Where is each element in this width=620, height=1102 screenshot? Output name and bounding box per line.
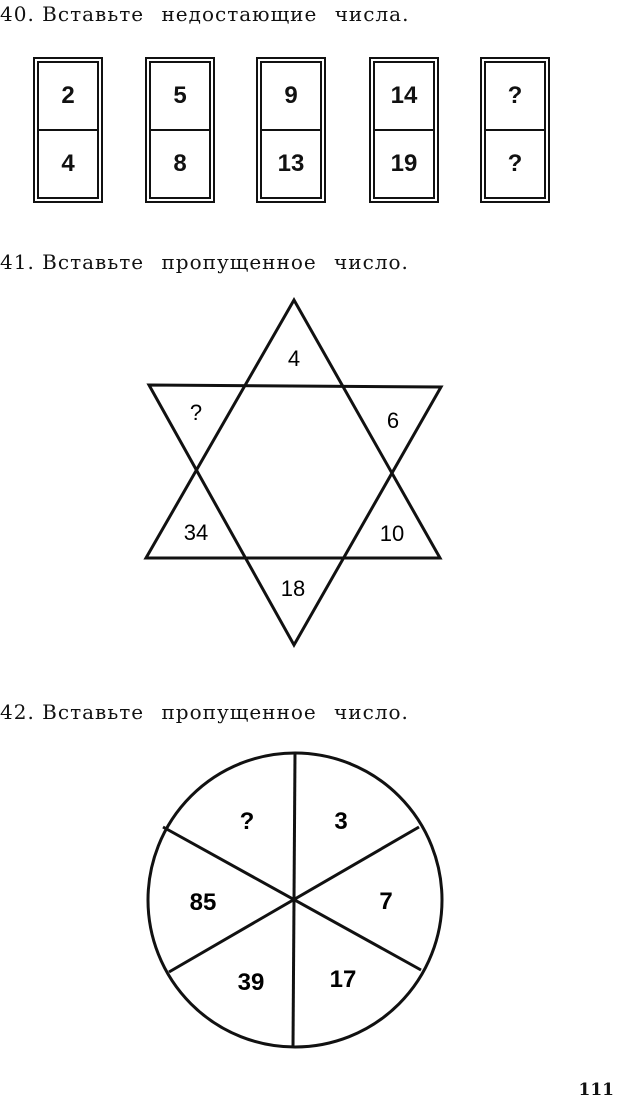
- domino-5-top: ?: [486, 63, 544, 131]
- circle-left-value: 85: [189, 889, 217, 916]
- star-top-value: 4: [287, 346, 301, 371]
- domino-5-bottom: ?: [507, 150, 523, 177]
- page-number: 111: [578, 1080, 614, 1100]
- domino-2-top: 5: [151, 63, 209, 131]
- star-lower-right-value: 10: [379, 521, 405, 546]
- domino-2-bottom: 8: [173, 150, 187, 177]
- star-upper-right-value: 6: [386, 408, 400, 433]
- domino-4-bottom: 19: [390, 150, 418, 177]
- domino-4-top: 14: [375, 63, 433, 131]
- circle-lower-left-value: 39: [237, 969, 265, 996]
- star-bottom-value: 18: [280, 576, 306, 601]
- circle-lower-right-value: 17: [329, 966, 357, 993]
- problem-40-instruction: Вставьте недостающие числа.: [42, 2, 410, 26]
- circle-upper-right-value: 3: [334, 808, 348, 835]
- star-upper-left-value: ?: [189, 400, 203, 425]
- circle-right-value: 7: [379, 888, 393, 915]
- problem-42-number: 42.: [0, 700, 35, 724]
- domino-1-bottom: 4: [61, 150, 75, 177]
- circle-upper-left-value: ?: [239, 808, 255, 835]
- problem-42-heading: [0, 700, 409, 724]
- problem-41-number: 41.: [0, 250, 35, 274]
- domino-3-bottom: 13: [277, 150, 305, 177]
- problem-40-number: 40.: [0, 2, 35, 26]
- domino-1-top: 2: [39, 63, 97, 131]
- problem-41-instruction: Вставьте пропущенное число.: [42, 250, 409, 274]
- domino-3-top: 9: [262, 63, 320, 131]
- problem-42-instruction: Вставьте пропущенное число.: [42, 700, 409, 724]
- star-lower-left-value: 34: [183, 520, 209, 545]
